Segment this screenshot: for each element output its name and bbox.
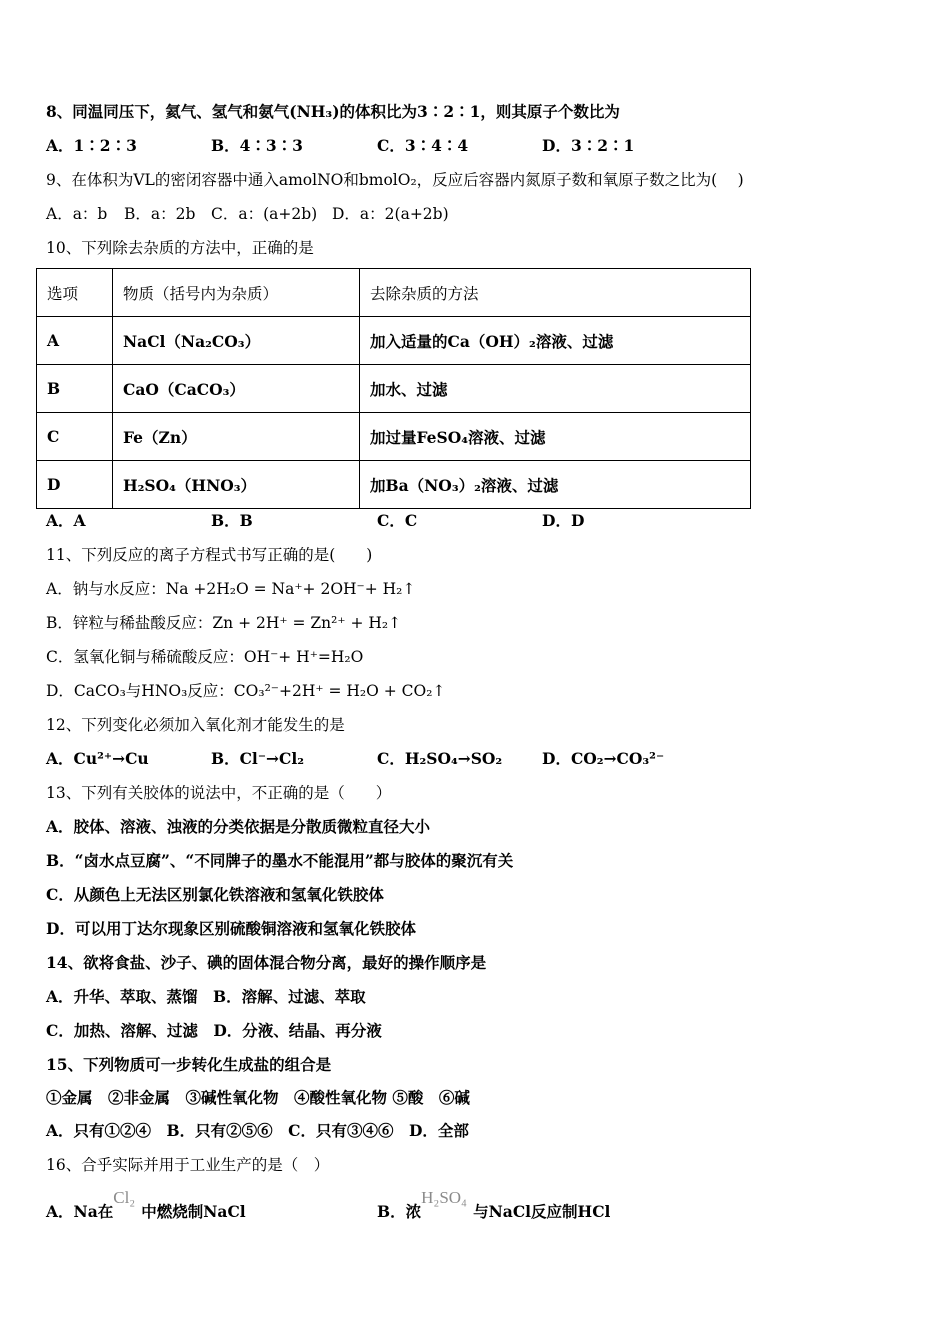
q11-option-c: C．氢氧化铜与稀硫酸反应：OH⁻+ H⁺=H₂O — [46, 648, 364, 666]
row-a-substance: NaCl（Na₂CO₃） — [113, 317, 360, 365]
q12-stem: 12、下列变化必须加入氧化剂才能发生的是 — [46, 716, 345, 734]
row-b-substance: CaO（CaCO₃） — [113, 365, 360, 413]
row-c-option: C — [37, 413, 113, 461]
q9-option-b: B．a：2b — [124, 205, 196, 223]
row-d-option: D — [37, 461, 113, 509]
q9-stem: 9、在体积为VL的密闭容器中通入amolNO和bmolO₂，反应后容器内氮原子数和氧原子数之比为( ) — [46, 171, 744, 189]
q11-option-b: B．锌粒与稀盐酸反应：Zn + 2H⁺ = Zn²⁺ + H₂↑ — [46, 614, 402, 632]
q14-stem: 14、欲将食盐、沙子、碘的固体混合物分离，最好的操作顺序是 — [46, 953, 487, 972]
q16-option-a-suffix: 中燃烧制NaCl — [141, 1202, 246, 1221]
q16-option-a-formula: Cl₂ — [113, 1188, 136, 1207]
q15-stem: 15、下列物质可一步转化生成盐的组合是 — [46, 1055, 332, 1074]
q12-option-b: B．Cl⁻→Cl₂ — [211, 749, 305, 768]
header-option: 选项 — [37, 269, 113, 317]
row-d-method: 加Ba（NO₃）₂溶液、过滤 — [360, 461, 751, 509]
q13-option-b: B．“卤水点豆腐”、“不同牌子的墨水不能混用”都与胶体的聚沉有关 — [46, 851, 514, 870]
row-c-substance: Fe（Zn） — [113, 413, 360, 461]
header-method: 去除杂质的方法 — [360, 269, 751, 317]
q10-table — [36, 268, 751, 509]
table-row — [37, 413, 751, 461]
q8-option-a: A．1∶2∶3 — [46, 136, 137, 155]
q10-option-a: A．A — [46, 511, 86, 530]
table-row — [37, 317, 751, 365]
q12-option-c: C．H₂SO₄→SO₂ — [377, 749, 503, 768]
q16-option-a-prefix: A．Na在 — [46, 1202, 114, 1221]
q13-stem: 13、下列有关胶体的说法中，不正确的是（ ） — [46, 784, 392, 802]
q8-stem: 8、同温同压下，氦气、氢气和氨气(NH₃)的体积比为3∶2∶1，则其原子个数比为 — [46, 102, 620, 121]
row-b-option: B — [37, 365, 113, 413]
q13-option-c: C．从颜色上无法区别氯化铁溶液和氢氧化铁胶体 — [46, 885, 384, 904]
q9-option-d: D．a：2(a+2b) — [332, 205, 449, 223]
row-a-method: 加入适量的Ca（OH）₂溶液、过滤 — [360, 317, 751, 365]
q16-stem: 16、合乎实际并用于工业生产的是（ ） — [46, 1156, 330, 1174]
q11-stem: 11、下列反应的离子方程式书写正确的是( ) — [46, 546, 373, 564]
q9-option-a: A．a：b — [46, 205, 108, 223]
q14-options-line1: A．升华、萃取、蒸馏 B．溶解、过滤、萃取 — [46, 987, 366, 1006]
row-d-substance: H₂SO₄（HNO₃） — [113, 461, 360, 509]
q12-option-d: D．CO₂→CO₃²⁻ — [542, 749, 665, 768]
q11-option-d: D．CaCO₃与HNO₃反应：CO₃²⁻+2H⁺ = H₂O + CO₂↑ — [46, 682, 446, 700]
q13-option-a: A．胶体、溶液、浊液的分类依据是分散质微粒直径大小 — [46, 817, 431, 836]
q8-option-d: D．3∶2∶1 — [542, 136, 635, 155]
q12-option-a: A．Cu²⁺→Cu — [46, 749, 149, 768]
header-substance: 物质（括号内为杂质） — [113, 269, 360, 317]
q10-stem: 10、下列除去杂质的方法中，正确的是 — [46, 239, 314, 257]
q16-option-b-suffix: 与NaCl反应制HCl — [473, 1202, 611, 1221]
q15-items: ①金属 ②非金属 ③碱性氧化物 ④酸性氧化物 ⑤酸 ⑥碱 — [46, 1088, 470, 1107]
table-row — [37, 461, 751, 509]
q11-option-a: A．钠与水反应：Na +2H₂O = Na⁺+ 2OH⁻+ H₂↑ — [46, 580, 416, 598]
q10-option-c: C．C — [377, 511, 418, 530]
q16-option-b-prefix: B．浓 — [377, 1202, 422, 1221]
q9-option-c: C．a：(a+2b) — [211, 205, 318, 223]
table-row — [37, 365, 751, 413]
q10-option-b: B．B — [211, 511, 253, 530]
q13-option-d: D．可以用丁达尔现象区别硫酸铜溶液和氢氧化铁胶体 — [46, 919, 416, 938]
q16-option-a — [46, 1188, 246, 1222]
q8-option-b: B．4∶3∶3 — [211, 136, 303, 155]
row-b-method: 加水、过滤 — [360, 365, 751, 413]
q8-option-c: C．3∶4∶4 — [377, 136, 469, 155]
q16-option-b-formula: H₂SO₄ — [421, 1188, 467, 1207]
q15-options: A．只有①②④ B．只有②⑤⑥ C．只有③④⑥ D．全部 — [46, 1121, 469, 1140]
row-a-option: A — [37, 317, 113, 365]
q10-option-d: D．D — [542, 511, 585, 530]
table-header-row — [37, 269, 751, 317]
q16-option-b — [377, 1188, 611, 1222]
row-c-method: 加过量FeSO₄溶液、过滤 — [360, 413, 751, 461]
q14-options-line2: C．加热、溶解、过滤 D．分液、结晶、再分液 — [46, 1021, 382, 1040]
